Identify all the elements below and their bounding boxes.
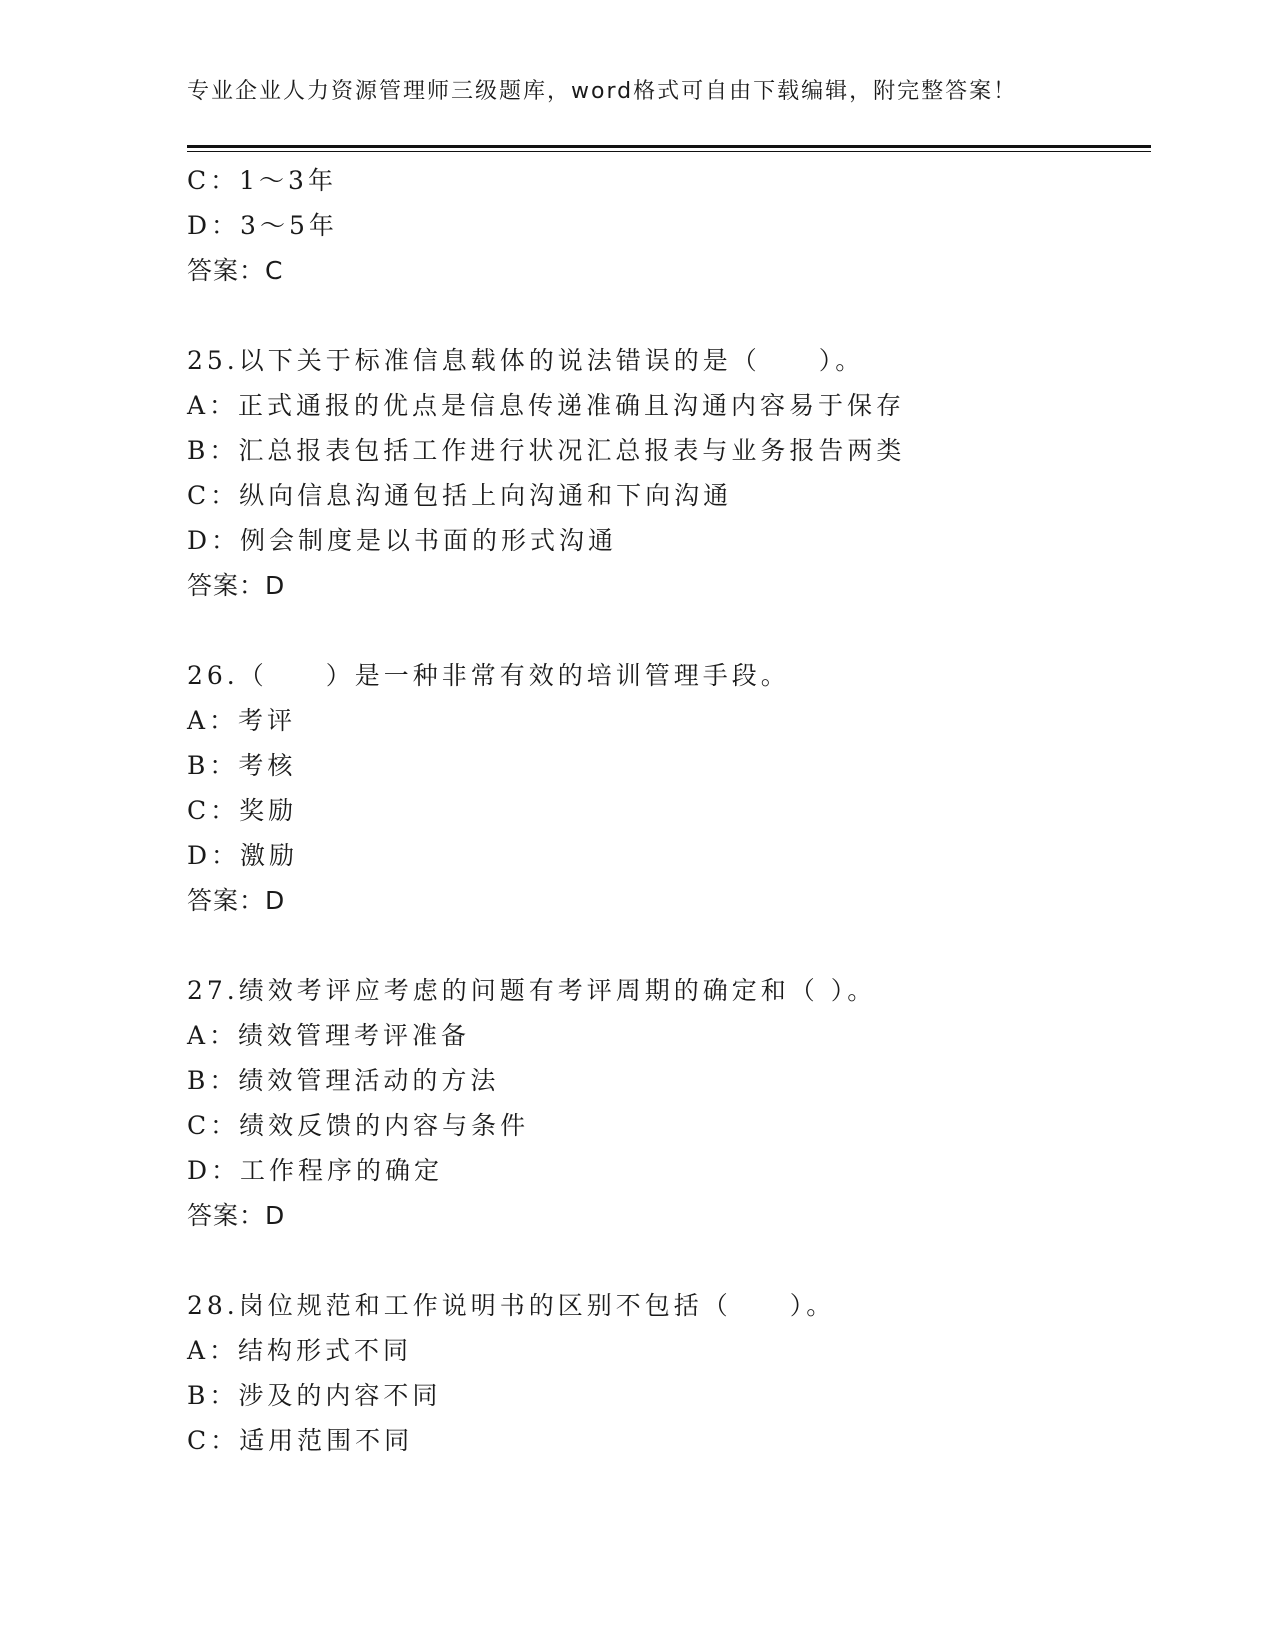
spacer — [187, 1238, 1151, 1283]
spacer — [187, 923, 1151, 968]
page-header: 专业企业人力资源管理师三级题库，word格式可自由下载编辑，附完整答案！ — [187, 79, 1018, 104]
option-c: C：奖励 — [187, 796, 298, 825]
header-rule-thin — [187, 151, 1151, 152]
option-b: B：考核 — [187, 751, 297, 780]
option-a: A：结构形式不同 — [187, 1336, 413, 1365]
answer-line: 答案：D — [187, 571, 286, 600]
question-list — [187, 158, 1151, 1463]
option-b: B：绩效管理活动的方法 — [187, 1066, 500, 1095]
option-c: C：绩效反馈的内容与条件 — [187, 1111, 530, 1140]
question-stem: 25.以下关于标准信息载体的说法错误的是（ ）。 — [187, 346, 865, 375]
option-a: A：正式通报的优点是信息传递准确且沟通内容易于保存 — [187, 391, 906, 420]
option-c: C：1～3年 — [187, 166, 337, 195]
answer-line: 答案：D — [187, 1201, 286, 1230]
option-c: C：纵向信息沟通包括上向沟通和下向沟通 — [187, 481, 733, 510]
option-a: A：绩效管理考评准备 — [187, 1021, 471, 1050]
option-d: D：3～5年 — [187, 211, 338, 240]
spacer — [187, 293, 1151, 338]
question-stem: 26.（ ）是一种非常有效的培训管理手段。 — [187, 661, 790, 690]
answer-line: 答案：D — [187, 886, 286, 915]
answer-line: 答案：C — [187, 256, 284, 285]
option-b: B：汇总报表包括工作进行状况汇总报表与业务报告两类 — [187, 436, 906, 465]
option-c: C：适用范围不同 — [187, 1426, 414, 1455]
spacer — [187, 608, 1151, 653]
option-a: A：考评 — [187, 706, 297, 735]
header-rule-thick — [187, 145, 1151, 148]
option-d: D：工作程序的确定 — [187, 1156, 444, 1185]
option-b: B：涉及的内容不同 — [187, 1381, 442, 1410]
question-stem: 28.岗位规范和工作说明书的区别不包括（ ）。 — [187, 1291, 836, 1320]
question-stem: 27.绩效考评应考虑的问题有考评周期的确定和（ ）。 — [187, 976, 877, 1005]
option-d: D：激励 — [187, 841, 299, 870]
option-d: D：例会制度是以书面的形式沟通 — [187, 526, 618, 555]
